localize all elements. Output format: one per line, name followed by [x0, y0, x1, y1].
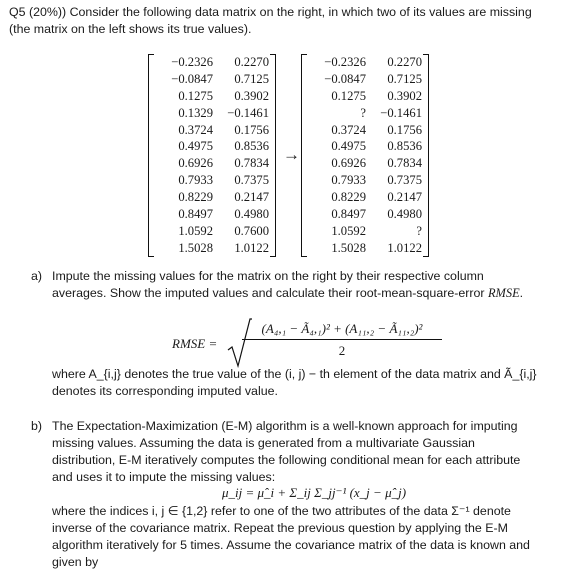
part-b-line6: inverse of the covariance matrix. Repeat the previous question by applying the E-M [52, 521, 508, 535]
part-b-line8: given by [52, 555, 99, 569]
matrix-cell: 0.1756 [387, 122, 422, 137]
matrix-row [155, 71, 269, 88]
matrix-cell: 1.0122 [234, 240, 269, 255]
matrix-cell: 0.8497 [178, 207, 213, 222]
part-a-definition [52, 366, 577, 400]
part-a-line2 [52, 285, 523, 302]
matrix-cell: 0.7933 [331, 173, 366, 188]
rmse-label: RMSE = [172, 336, 218, 351]
matrix-right-bracket [270, 54, 276, 257]
part-a-where-line1: where A_{i,j} denotes the true value of the (i, j) − th element of the data matrix and Ã_{i,j} [52, 367, 537, 381]
matrix-cell: 0.4980 [234, 207, 269, 222]
matrix-row [308, 240, 422, 257]
matrix-left-bracket [301, 54, 307, 257]
rmse-term: RMSE [487, 286, 520, 300]
part-a-where-line2: denotes its corresponding imputed value. [52, 384, 278, 398]
matrix-cell: 0.8497 [331, 207, 366, 222]
question-title [9, 4, 574, 38]
matrix-cell: 0.3902 [234, 88, 269, 103]
matrix-cell: −0.2326 [324, 55, 366, 69]
matrix-cell: 0.3724 [331, 122, 366, 137]
matrix-cell: −0.1461 [227, 105, 269, 120]
part-b-line5: where the indices i, j ∈ {1,2} refer to one of the two attributes of the data Σ⁻¹ denote [52, 504, 511, 518]
matrix-row [308, 206, 422, 223]
matrix-cell: 0.4975 [331, 139, 366, 154]
matrix-cell: −0.2326 [171, 55, 213, 69]
part-b-line3: distribution, E-M iteratively computes the following conditional mean for each attribute [52, 453, 521, 467]
matrix-row [308, 122, 422, 139]
matrix-cell: 0.2147 [387, 190, 422, 205]
matrix-cell: 0.3724 [178, 122, 213, 137]
fraction-bar [242, 339, 442, 340]
matrix-cell: 0.7375 [234, 173, 269, 188]
matrix-left-bracket [148, 54, 154, 257]
matrix-cell: 0.4980 [387, 207, 422, 222]
matrix-cell: 0.7834 [387, 156, 422, 171]
matrix-cell: 0.1329 [178, 105, 213, 120]
part-b-line2: missing values. Assuming the data is generated from a multivariate Gaussian [52, 436, 475, 450]
matrix-row [155, 240, 269, 257]
matrix-row [155, 155, 269, 172]
part-b-line1: The Expectation-Maximization (E-M) algorithm is a well-known approach for imputing [52, 419, 518, 433]
matrix-cell: 0.7933 [178, 173, 213, 188]
matrix-row [308, 223, 422, 240]
missing-values-matrix [308, 54, 422, 257]
matrix-cell: 0.7125 [387, 71, 422, 86]
matrix-cell: ? [360, 105, 366, 120]
matrix-row [155, 138, 269, 155]
true-values-matrix [155, 54, 269, 257]
matrix-row [155, 172, 269, 189]
matrix-cell: 0.8229 [331, 190, 366, 205]
rmse-numerator: (A₄,₁ − Ã₄,₁)² + (A₁₁,₂ − Ã₁₁,₂)² [261, 321, 423, 336]
matrix-cell: 0.7600 [234, 223, 269, 238]
matrix-cell: −0.0847 [324, 71, 366, 86]
matrix-cell: 1.0592 [178, 223, 213, 238]
matrix-cell: ? [416, 223, 422, 238]
part-b-line4: and uses it to impute the missing values: [52, 470, 276, 484]
matrix-cell: −0.0847 [171, 71, 213, 86]
matrix-cell: 0.2270 [387, 55, 422, 69]
matrix-row [308, 71, 422, 88]
matrix-cell: 0.1756 [234, 122, 269, 137]
rmse-denominator: 2 [338, 343, 346, 358]
rmse-equation [172, 316, 472, 370]
matrix-row [308, 138, 422, 155]
matrix-cell: 0.2270 [234, 55, 269, 69]
part-a-text [52, 268, 523, 302]
matrix-row [155, 122, 269, 139]
arrow-icon: → [283, 145, 300, 164]
matrix-cell: 1.5028 [178, 240, 213, 255]
part-b-line7: algorithm iteratively for 5 times. Assume the covariance matrix of the data is known and [52, 538, 530, 552]
matrix-row [155, 206, 269, 223]
matrix-row [308, 54, 422, 71]
matrix-cell: 0.8536 [387, 139, 422, 154]
matrix-row [155, 105, 269, 122]
part-a-line2-text: averages. Show the imputed values and calculate their root-mean-square-error [52, 286, 485, 300]
matrix-row [308, 189, 422, 206]
part-b-label: b) [31, 419, 43, 433]
matrix-cell: 0.6926 [178, 156, 213, 171]
matrix-cell: 1.0122 [387, 240, 422, 255]
matrix-cell: 0.8229 [178, 190, 213, 205]
matrix-cell: 0.4975 [178, 139, 213, 154]
matrix-row [155, 54, 269, 71]
part-a-line2-period: . [519, 286, 524, 300]
matrix-row [308, 172, 422, 189]
matrix-cell: −0.1461 [380, 105, 422, 120]
matrix-cell: 0.8536 [234, 139, 269, 154]
em-conditional-mean-equation: μ_ij = μ̂_i + Σ_ij Σ_jj⁻¹ (x_j − μ̂_j) [222, 485, 407, 500]
part-b-continued [52, 503, 577, 571]
part-a-line1: Impute the missing values for the matrix on the right by their respective column [52, 269, 484, 283]
matrix-cell: 0.7375 [387, 173, 422, 188]
matrix-cell: 0.6926 [331, 156, 366, 171]
matrix-right-bracket [423, 54, 429, 257]
matrix-cell: 0.7834 [234, 156, 269, 171]
matrix-cell: 1.0592 [331, 223, 366, 238]
matrix-cell: 0.2147 [234, 190, 269, 205]
matrix-cell: 0.1275 [331, 88, 366, 103]
matrix-row [155, 223, 269, 240]
matrix-row [308, 105, 422, 122]
part-b-text [52, 418, 520, 486]
matrix-row [308, 155, 422, 172]
part-a-label: a) [31, 269, 43, 283]
question-title-line2: (the matrix on the left shows its true values). [9, 22, 252, 36]
question-title-line1: Q5 (20%)) Consider the following data matrix on the right, in which two of its values are missing [9, 5, 532, 19]
matrix-cell: 0.7125 [234, 71, 269, 86]
matrix-row [308, 88, 422, 105]
matrix-cell: 0.1275 [178, 88, 213, 103]
matrix-cell: 0.3902 [387, 88, 422, 103]
matrix-row [155, 88, 269, 105]
matrix-row [155, 189, 269, 206]
matrix-cell: 1.5028 [331, 240, 366, 255]
